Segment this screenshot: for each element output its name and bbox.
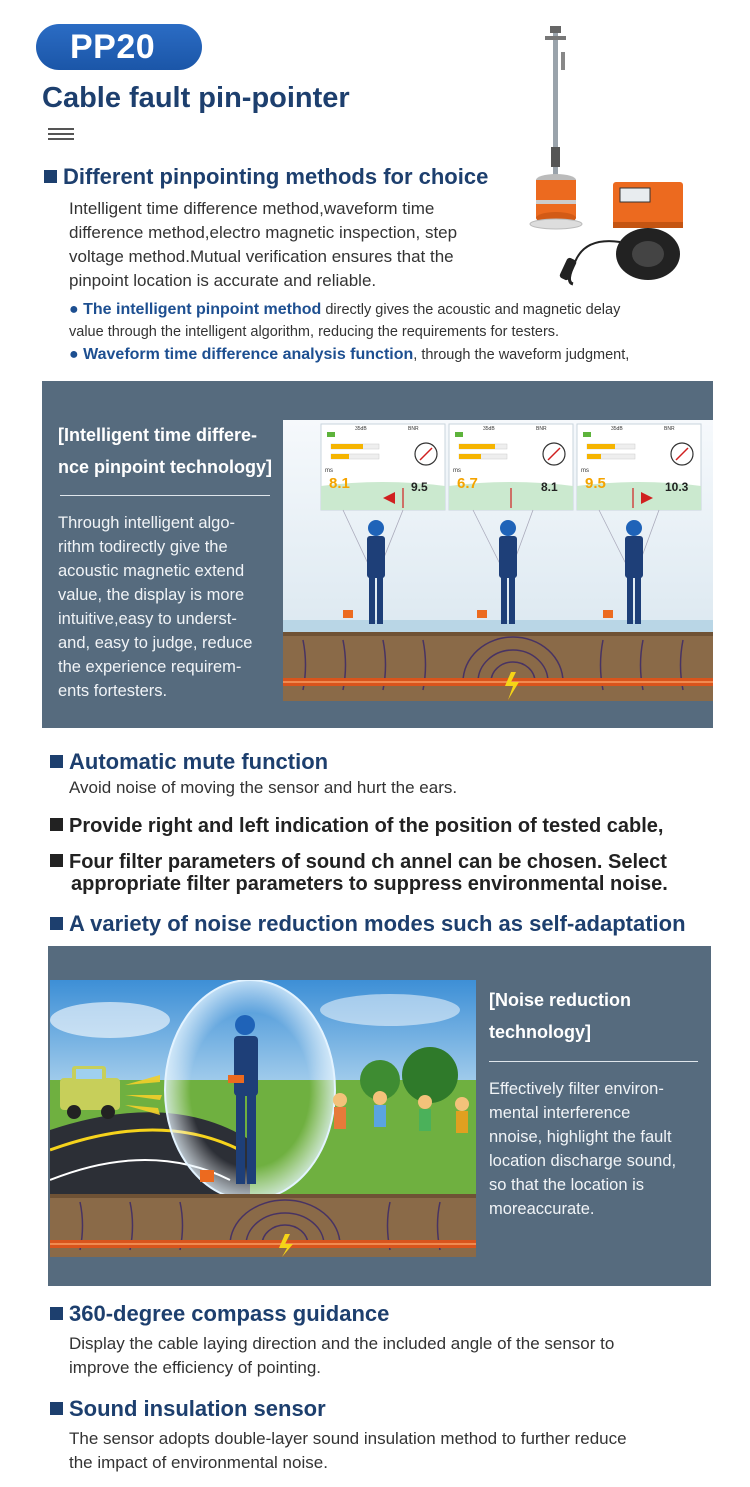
section-pinpointing-methods-text: Intelligent time difference method,waveform time difference method,electro magnetic inspection, step voltage method.Mutual verification ensures that the pinpoint location is accurate and reliable. [69,199,458,290]
noise-reduction-modes-title: A variety of noise reduction modes such as self-adaptation [50,911,686,937]
sound-insulation-title: Sound insulation sensor [50,1396,326,1422]
pinpoint-illustration [283,420,713,701]
screen3-bnr-label: BNR [664,426,675,432]
section-pinpointing-methods-title: Different pinpointing methods for choice [44,164,488,190]
noise-reduction-panel [48,946,711,1286]
noise-reduction-illustration [50,980,476,1257]
screen3-right-value: 10.3 [665,480,689,494]
screen2-right-value: 8.1 [541,480,558,494]
filter-parameters-title: Four filter parameters of sound ch annel can be chosen. Select appropriate filter parameters to suppress environmental noise. [50,851,668,895]
compass-guidance-text: Display the cable laying direction and the included angle of the sensor to improve the efficiency of pointing. [69,1334,615,1377]
device-screen-2 [449,424,573,510]
panel2-title: [Noise reduction technology] [489,990,632,1042]
menu-lines-icon [48,128,74,140]
device-screen-3 [577,424,701,510]
screen3-unit: ms [581,468,589,474]
screen1-db-label: 35dB [355,426,367,432]
screen3-db-label: 35dB [611,426,623,432]
screen2-db-label: 35dB [483,426,495,432]
automatic-mute-text: Avoid noise of moving the sensor and hurt the ears. [69,778,458,797]
screen1-bnr-label: BNR [408,426,419,432]
pinpointer-product-image [525,22,705,292]
panel2-divider [489,1061,698,1062]
panel2-text: Effectively filter environ- mental interference nnoise, highlight the fault location discharge sound, so that the location is moreaccurate. [489,1080,677,1218]
screen1-unit: ms [325,468,333,474]
screen1-right-value: 9.5 [411,480,428,494]
panel1-text: Through intelligent algo- rithm todirectly give the acoustic magnetic extend value, the display is more intuitive,easy to underst- and, easy to judge, reduce the experience requirem- ents fortesters. [58,514,253,700]
panel1-title: [Intelligent time differe- nce pinpoint technology] [58,425,272,477]
screen3-left-value: 9.5 [585,475,606,492]
intelligent-time-difference-panel [42,381,713,728]
screen2-left-value: 6.7 [457,475,478,492]
bullet-waveform-analysis: ● Waveform time difference analysis function, through the waveform judgment, [69,346,630,363]
left-right-indication-title: Provide right and left indication of the position of tested cable, [50,815,663,838]
page-title: Cable fault pin-pointer [42,82,350,114]
sound-insulation-text: The sensor adopts double-layer sound insulation method to further reduce the impact of environmental noise. [69,1429,627,1472]
panel1-divider [60,495,270,496]
screen1-left-value: 8.1 [329,475,350,492]
compass-guidance-title: 360-degree compass guidance [50,1301,389,1327]
bullet-intelligent-method: ● The intelligent pinpoint method directly gives the acoustic and magnetic delay value through the intelligent algorithm, reducing the requirements for testers. [69,301,621,340]
device-screen-1 [321,424,445,510]
screen2-unit: ms [453,468,461,474]
model-badge: PP20 [36,24,202,70]
automatic-mute-title: Automatic mute function [50,749,328,775]
screen2-bnr-label: BNR [536,426,547,432]
